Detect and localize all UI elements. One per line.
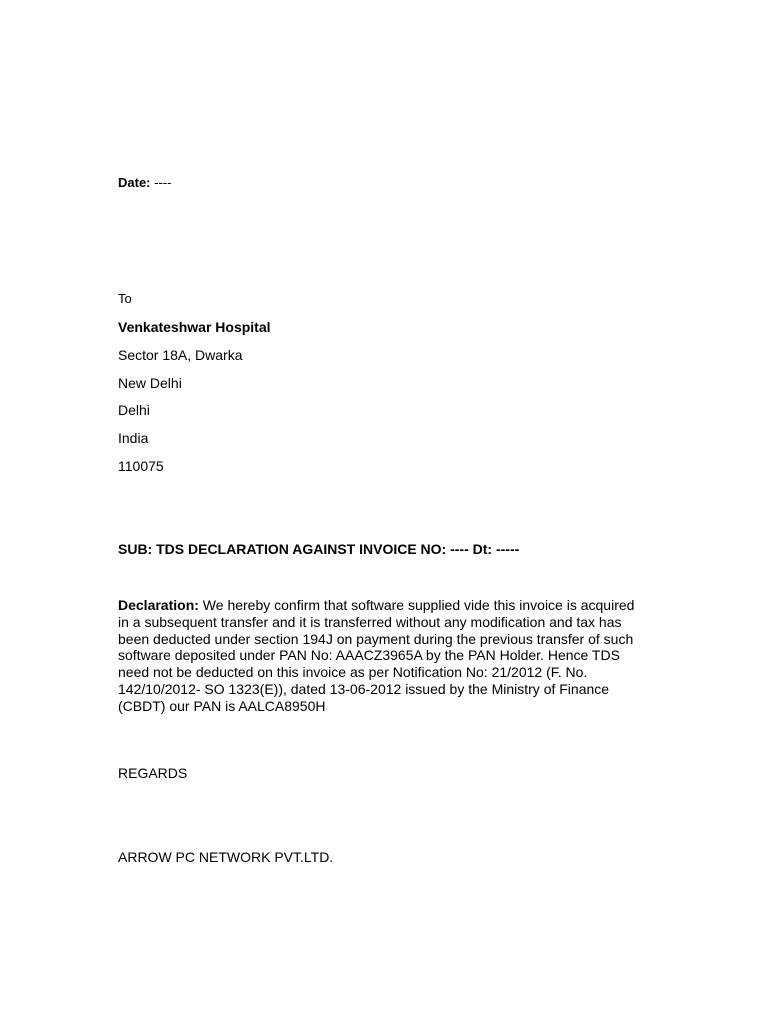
declaration-label: Declaration: bbox=[118, 597, 199, 613]
to-label: To bbox=[118, 291, 132, 306]
address-line: India bbox=[118, 430, 149, 446]
date-value: ---- bbox=[150, 175, 172, 190]
date-line bbox=[118, 175, 171, 190]
declaration-paragraph bbox=[118, 597, 648, 715]
regards-text: REGARDS bbox=[118, 765, 188, 781]
address-line: New Delhi bbox=[118, 375, 182, 391]
declaration-text: We hereby confirm that software supplied vide this invoice is acquired in a subsequent transfer and it is transferred without any modification and tax has been deducted under section 194J on payment during the previous transfer of such software deposited under PAN No: AAACZ3965A by the PAN Holder. Hence TDS need not be deducted on this invoice as per Notification No: 21/2012 (F. No. 142/10/2012- SO 1323(E)), dated 13-06-2012 issued by the Ministry of Finance (CBDT) our PAN is AALCA8950H bbox=[118, 597, 635, 714]
date-label: Date: bbox=[118, 175, 151, 190]
company-signature: ARROW PC NETWORK PVT.LTD. bbox=[118, 849, 334, 865]
address-line: Sector 18A, Dwarka bbox=[118, 347, 243, 363]
address-line: 110075 bbox=[118, 458, 164, 474]
address-line: Delhi bbox=[118, 402, 150, 418]
subject-line: SUB: TDS DECLARATION AGAINST INVOICE NO: ---- Dt: ----- bbox=[118, 541, 520, 557]
recipient-name: Venkateshwar Hospital bbox=[118, 319, 271, 335]
